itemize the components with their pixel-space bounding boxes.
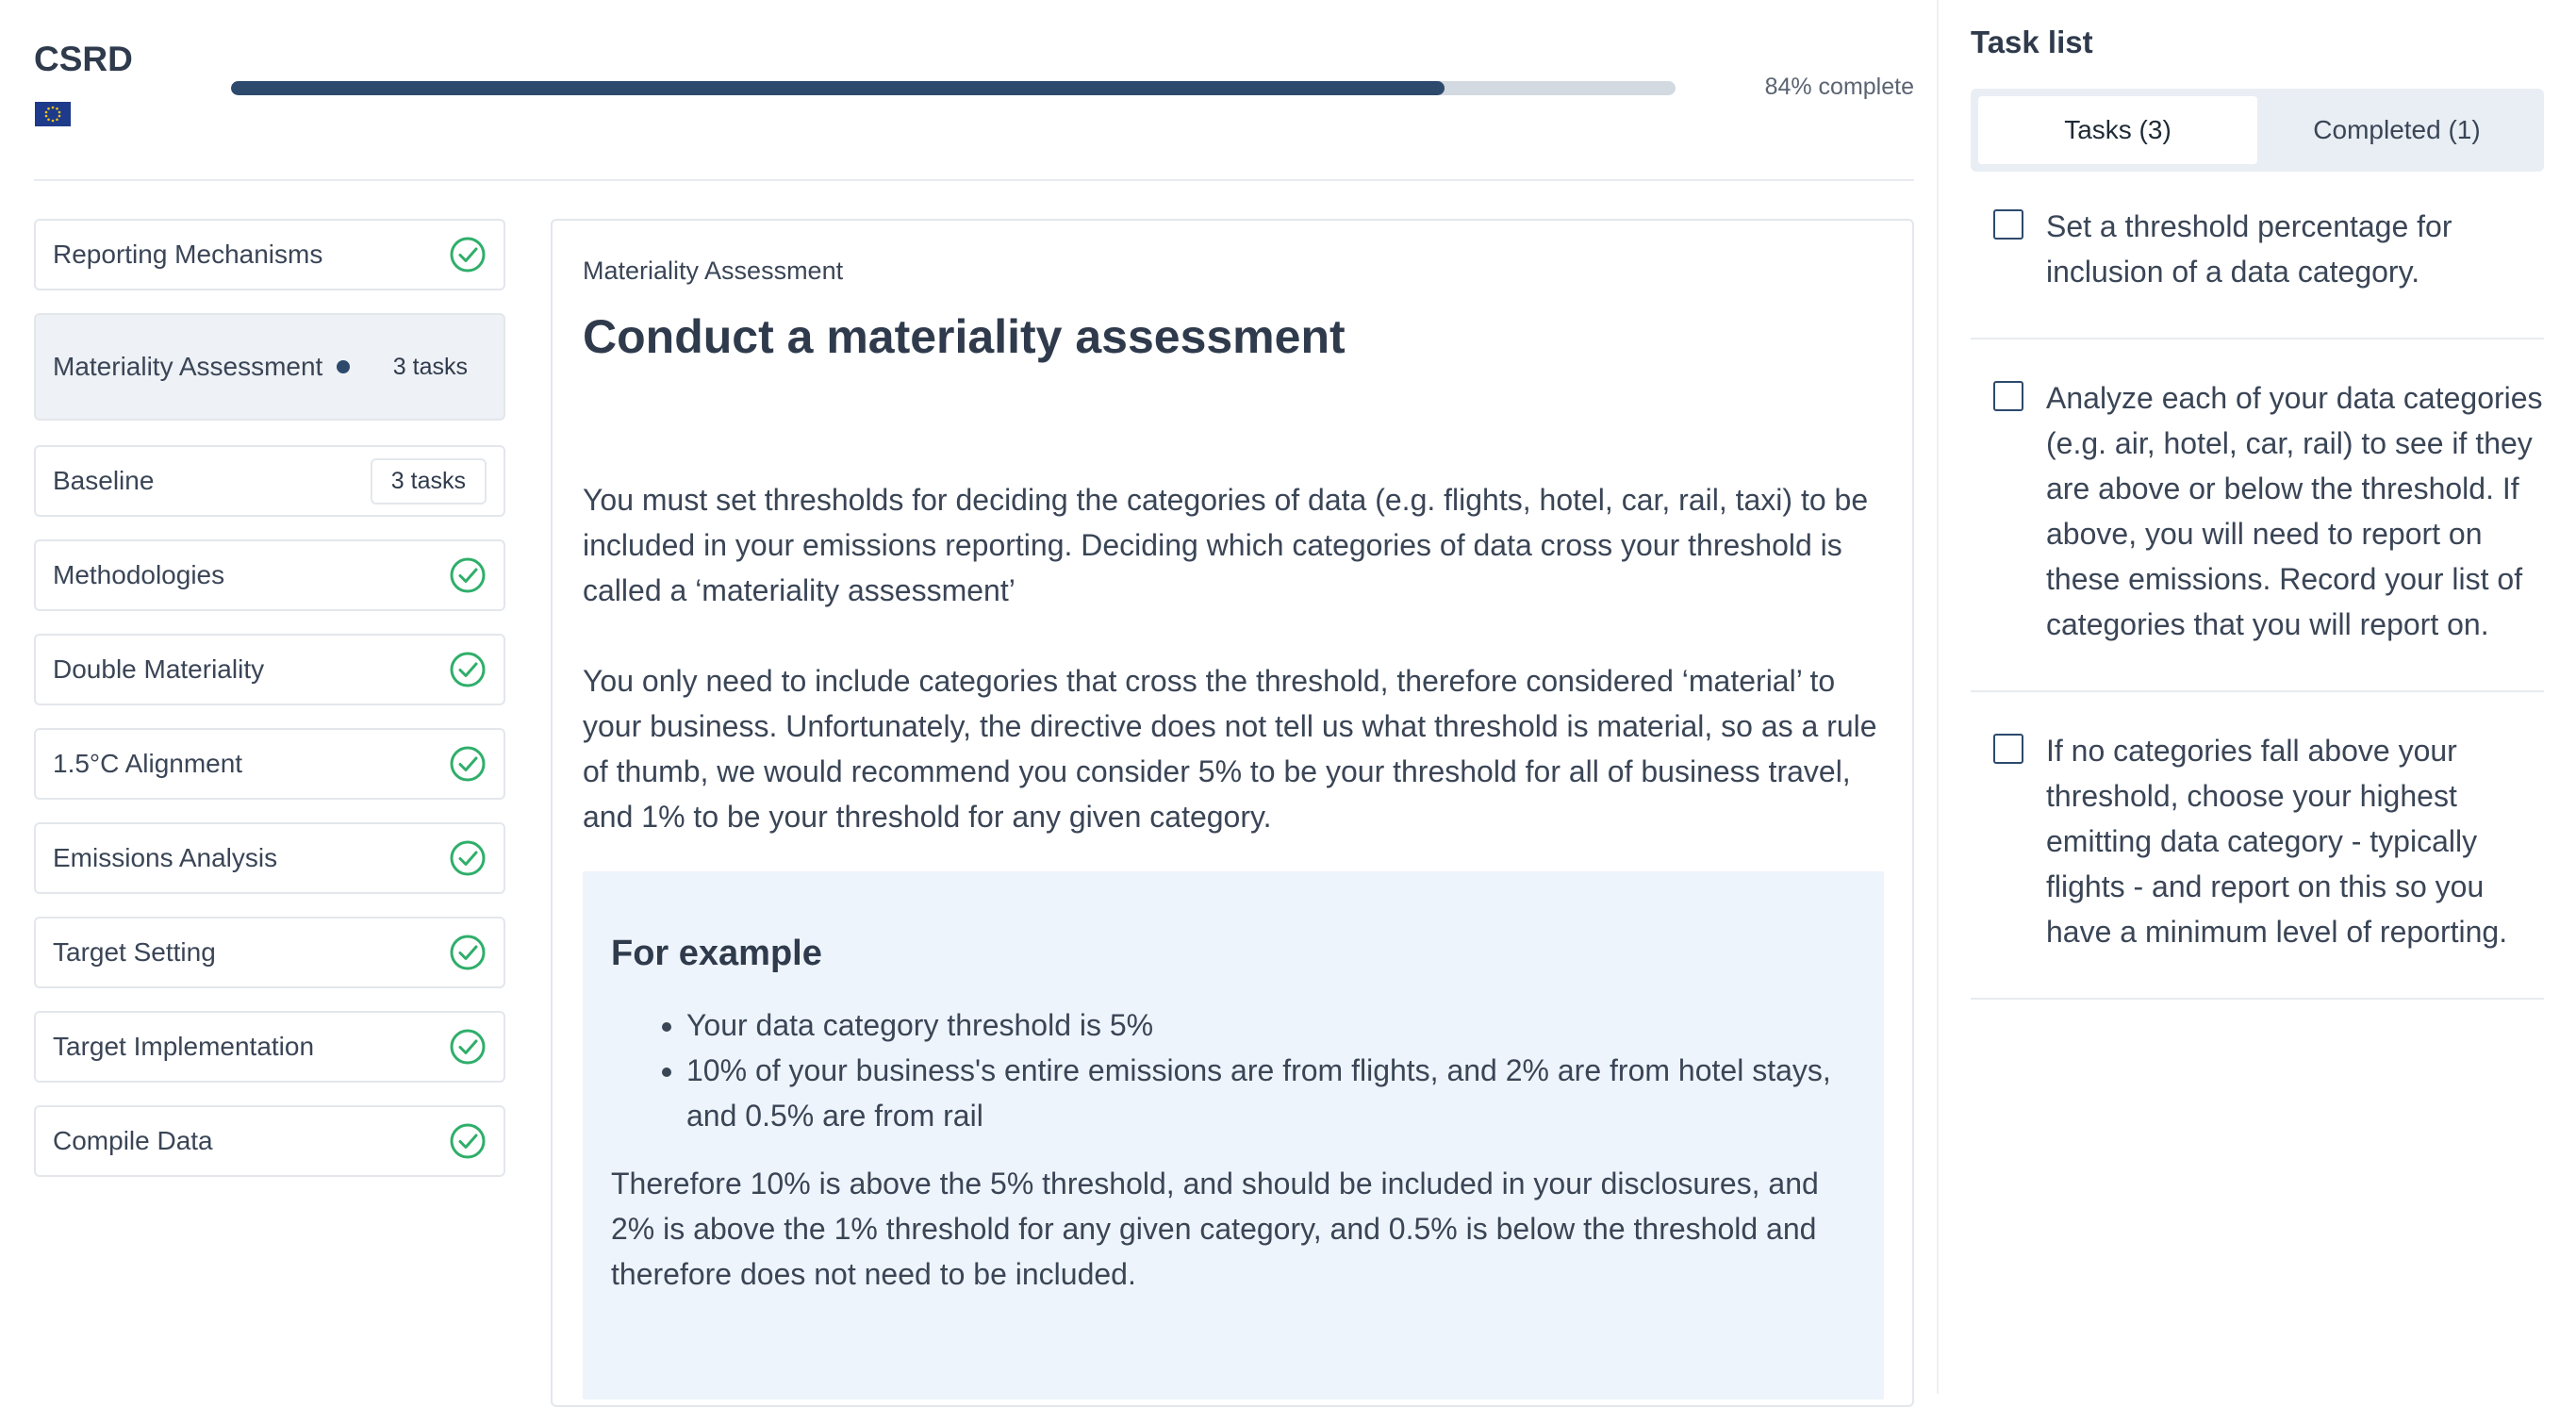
step-label: Target Implementation	[53, 1032, 315, 1061]
check-circle-icon	[449, 934, 487, 971]
task-checkbox[interactable]	[1993, 209, 2023, 240]
task-item	[1971, 692, 2544, 1000]
task-count-badge: 3 tasks	[392, 353, 468, 380]
header-divider	[34, 179, 1914, 181]
task-item	[1971, 200, 2544, 339]
example-conclusion: Therefore 10% is above the 5% threshold, and should be included in your disclosures, and 2% is above the 1% threshold for any given category, and 0.5% is below the threshold and therefore does not need to be included.	[611, 1167, 1819, 1291]
page-title: Conduct a materiality assessment	[583, 310, 1346, 363]
app-title: CSRD	[34, 40, 133, 78]
check-circle-icon	[449, 651, 487, 688]
step-label: Emissions Analysis	[53, 843, 278, 872]
task-text: Analyze each of your data categories (e.g. air, hotel, car, rail) to see if they are above or below the threshold. If above, you will need to report on these emissions. Record your list of categories that you will report on.	[2046, 381, 2543, 641]
progress-bar	[231, 81, 1676, 95]
step-list	[34, 219, 505, 1200]
example-box	[583, 871, 1884, 1399]
content-card	[551, 219, 1914, 1407]
intro-paragraph: You must set thresholds for deciding the categories of data (e.g. flights, hotel, car, rail, taxi) to be included in your emissions reporting. Deciding which categories of data cross your threshold is called a ‘materiality assessment’	[583, 483, 1869, 607]
step-label: Materiality Assessment	[53, 352, 323, 381]
step-label: Methodologies	[53, 560, 225, 589]
example-bullet: • Your data category threshold is 5%	[686, 1002, 1856, 1048]
guidance-paragraph: You only need to include categories that cross the threshold, therefore considered ‘material’ to your business. Unfortunately, the directive does not tell us what threshold is material, so as a rule of thumb, we would recommend you consider 5% to be your threshold for all of business travel, and 1% to be your threshold for any given category.	[583, 664, 1877, 834]
task-checkbox[interactable]	[1993, 381, 2023, 411]
task-list	[1971, 200, 2544, 1000]
step-item-1-5-c-alignment[interactable]	[34, 728, 505, 800]
task-item	[1971, 339, 2544, 692]
step-label: Target Setting	[53, 937, 216, 967]
check-circle-icon	[449, 839, 487, 877]
task-tabs	[1971, 89, 2544, 172]
task-text: Set a threshold percentage for inclusion of a data category.	[2046, 209, 2452, 289]
step-label: Double Materiality	[53, 654, 265, 684]
tab-completed[interactable]: Completed (1)	[2313, 115, 2481, 144]
task-count-badge: 3 tasks	[371, 458, 487, 505]
check-circle-icon	[449, 1028, 487, 1066]
check-circle-icon	[449, 236, 487, 273]
task-panel-title: Task list	[1971, 25, 2093, 59]
eu-flag-icon	[35, 102, 71, 126]
step-label: 1.5°C Alignment	[53, 749, 243, 778]
step-item-reporting-mechanisms[interactable]	[34, 219, 505, 290]
step-item-methodologies[interactable]	[34, 539, 505, 611]
check-circle-icon	[449, 556, 487, 594]
step-label: Reporting Mechanisms	[53, 240, 323, 269]
step-item-target-implementation[interactable]	[34, 1011, 505, 1083]
step-label: Compile Data	[53, 1126, 213, 1155]
check-circle-icon	[449, 745, 487, 783]
task-panel	[1937, 0, 2576, 1394]
step-item-baseline[interactable]	[34, 445, 505, 517]
active-dot-icon	[337, 360, 350, 373]
step-item-compile-data[interactable]	[34, 1105, 505, 1177]
step-item-target-setting[interactable]	[34, 917, 505, 988]
check-circle-icon	[449, 1122, 487, 1160]
task-checkbox[interactable]	[1993, 734, 2023, 764]
example-heading: For example	[611, 934, 822, 973]
progress-label: 84% complete	[1764, 74, 1914, 100]
step-label: Baseline	[53, 466, 155, 495]
task-text: If no categories fall above your threshold, choose your highest emitting data category - typically flights - and report on this so you have a minimum level of reporting.	[2046, 734, 2508, 949]
tab-tasks[interactable]: Tasks (3)	[1978, 96, 2257, 164]
example-bullet: • 10% of your business's entire emissions are from flights, and 2% are from hotel stays, and 0.5% are from rail	[686, 1048, 1856, 1138]
example-list	[611, 1002, 1856, 1138]
content-eyebrow: Materiality Assessment	[583, 257, 844, 285]
step-item-materiality-assessment[interactable]	[34, 313, 505, 421]
step-item-emissions-analysis[interactable]	[34, 822, 505, 894]
progress-fill	[231, 81, 1445, 95]
step-item-double-materiality[interactable]	[34, 634, 505, 705]
